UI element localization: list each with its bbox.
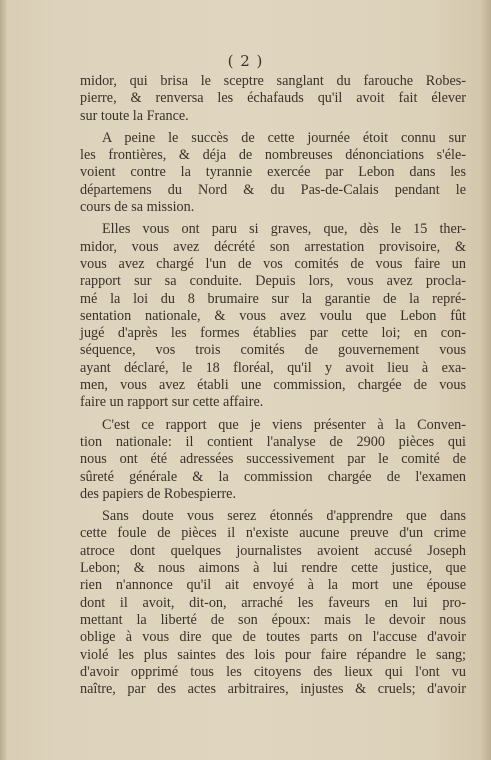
paragraph bbox=[80, 417, 466, 503]
text-line: oblige à vous dire que de toutes parts on l'accuse d'avoir bbox=[80, 629, 466, 646]
text-line: cette foule de pièces il n'existe aucune preuve d'un crime bbox=[80, 525, 466, 542]
text-line: violé les plus saintes des lois pour faire répandre le sang; bbox=[80, 646, 466, 663]
text-line: tion nationale: il contient l'analyse de 2900 pièces qui bbox=[80, 433, 466, 450]
text-line: d'avoir opprimé tous les citoyens des lieux qui l'ont vu bbox=[80, 663, 466, 680]
paragraph bbox=[80, 508, 466, 698]
text-line: midor, vous avez décrété son arrestation provisoire, & bbox=[80, 238, 466, 255]
text-line: sûreté générale & la commission chargée de l'examen bbox=[80, 468, 466, 485]
text-line: Sans doute vous serez étonnés d'apprendre que dans bbox=[102, 508, 466, 525]
text-line: dont il avoit, dit-on, arraché les faveurs en lui pro- bbox=[80, 594, 466, 611]
page-right-edge bbox=[481, 0, 491, 760]
body-text bbox=[80, 73, 466, 703]
paragraph bbox=[80, 73, 466, 125]
text-line: départemens du Nord & du Pas-de-Calais pendant le bbox=[80, 181, 466, 198]
text-line: men, vous avez établi une commission, chargée de vous bbox=[80, 377, 466, 394]
page-number: ( 2 ) bbox=[227, 52, 264, 70]
text-line: Elles vous ont paru si graves, que, dès le 15 ther- bbox=[102, 221, 466, 238]
text-line: naître, par des actes arbitraires, injustes & cruels; d'avoir bbox=[80, 681, 466, 698]
text-line: les frontières, & déja de nombreuses dénonciations s'éle- bbox=[80, 147, 466, 164]
text-line: voient contre la tyrannie exercée par Lebon dans les bbox=[80, 164, 466, 181]
text-line: atroce dont quelques journalistes avoient accusé Joseph bbox=[80, 542, 466, 559]
text-line: sentation nationale, & vous avez voulu que Lebon fût bbox=[80, 307, 466, 324]
text-line: jugé d'après les formes établies par cette loi; en con- bbox=[80, 325, 466, 342]
text-line: pierre, & renversa les échafauds qu'il avoit fait élever bbox=[80, 90, 466, 107]
text-line: Lebon; & nous aimons à lui rendre cette justice, que bbox=[80, 560, 466, 577]
text-line: nous ont été adressées successivement par le comité de bbox=[80, 451, 466, 468]
text-line: A peine le succès de cette journée étoit connu sur bbox=[102, 129, 466, 146]
text-line: des papiers de Robespierre. bbox=[80, 485, 237, 502]
paragraph bbox=[80, 130, 466, 216]
text-line: faire un rapport sur cette affaire. bbox=[80, 394, 264, 411]
text-line: rien n'annonce qu'il ait envoyé à la mort une épouse bbox=[80, 577, 466, 594]
paragraph bbox=[80, 221, 466, 411]
text-line: ayant déclaré, le 18 floréal, qu'il y avoit lieu à exa- bbox=[80, 359, 466, 376]
text-line: mettant la liberté de son époux: mais le devoir nous bbox=[80, 611, 466, 628]
text-line: séquence, vos trois comités de gouvernement vous bbox=[80, 342, 466, 359]
text-line: vous avez chargé l'un de vos comités de vous faire un bbox=[80, 255, 466, 272]
text-line: midor, qui brisa le sceptre sanglant du farouche Robes- bbox=[80, 73, 466, 89]
text-line: mé la loi du 8 brumaire sur la garantie de la repré- bbox=[80, 290, 466, 307]
text-line: rapport sur sa conduite. Depuis lors, vous avez procla- bbox=[80, 273, 466, 290]
page-left-edge bbox=[0, 0, 7, 760]
text-line: sur toute la France. bbox=[80, 107, 189, 124]
text-line: cours de sa mission. bbox=[80, 199, 195, 216]
text-line: C'est ce rapport que je viens présenter à la Conven- bbox=[102, 416, 466, 433]
